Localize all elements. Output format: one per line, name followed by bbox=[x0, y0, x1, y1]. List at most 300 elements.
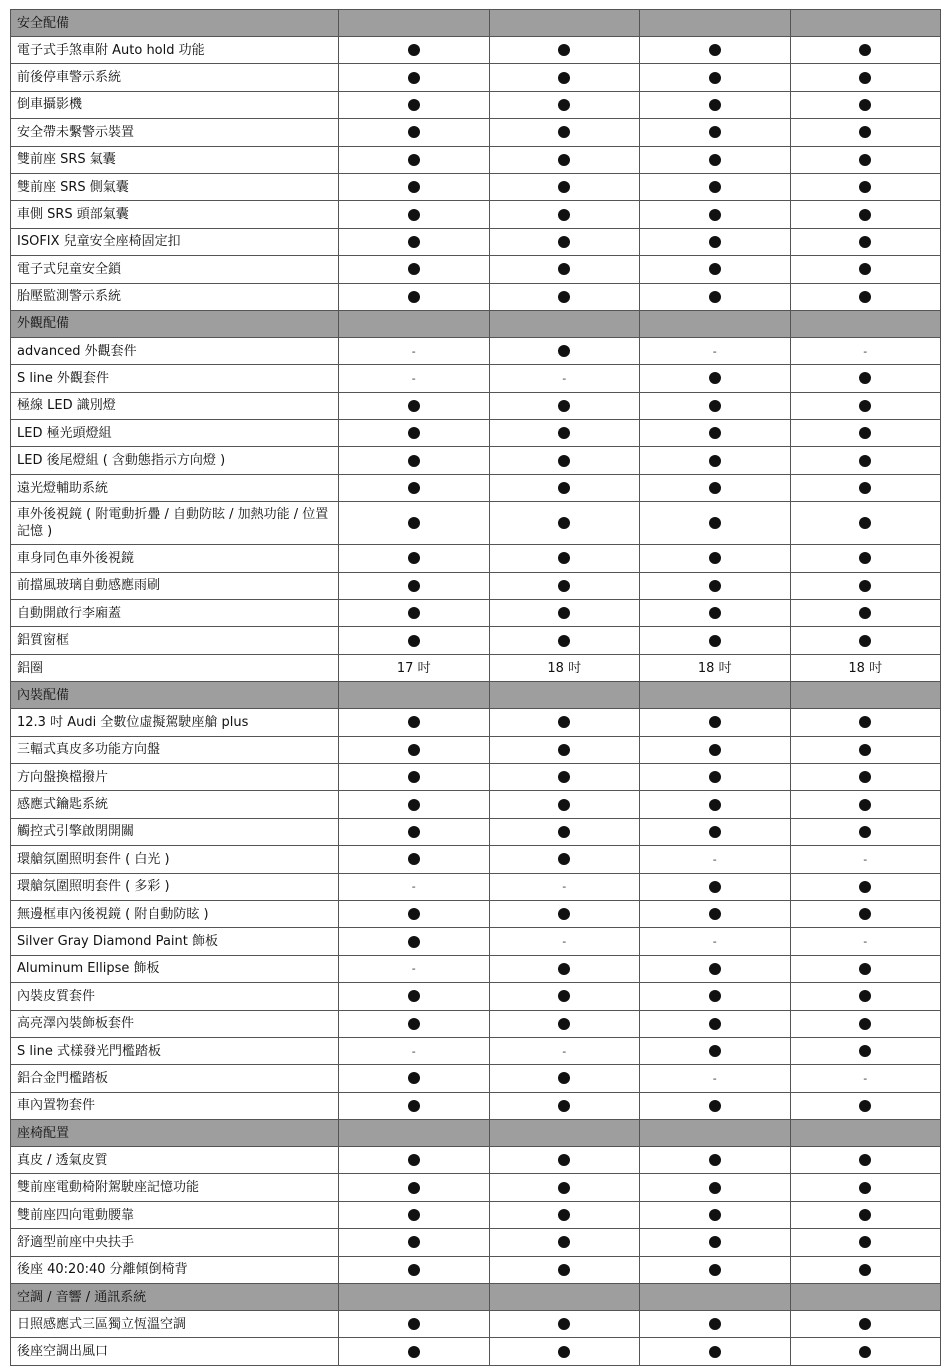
trim-value-cell bbox=[791, 229, 942, 255]
not-available-dash: - bbox=[712, 852, 717, 866]
feature-label: 胎壓監測警示系統 bbox=[11, 284, 339, 310]
trim-value-cell bbox=[640, 1093, 791, 1119]
standard-dot-icon bbox=[709, 607, 721, 619]
not-available-dash: - bbox=[411, 371, 416, 385]
trim-value-cell bbox=[339, 284, 490, 310]
standard-dot-icon bbox=[408, 744, 420, 756]
table-row bbox=[11, 819, 941, 846]
section-header bbox=[11, 1120, 941, 1147]
trim-value-cell bbox=[339, 475, 490, 501]
standard-dot-icon bbox=[558, 552, 570, 564]
feature-label: 自動開啟行李廂蓋 bbox=[11, 600, 339, 626]
trim-value-cell bbox=[791, 709, 942, 735]
trim-value-cell bbox=[640, 1229, 791, 1255]
feature-label: 前後停車警示系統 bbox=[11, 64, 339, 90]
table-row bbox=[11, 928, 941, 955]
standard-dot-icon bbox=[558, 799, 570, 811]
section-header-cell bbox=[490, 1284, 641, 1310]
trim-value-cell bbox=[640, 846, 791, 872]
standard-dot-icon bbox=[859, 963, 871, 975]
trim-value-cell bbox=[640, 1257, 791, 1283]
trim-value-cell bbox=[640, 1038, 791, 1064]
standard-dot-icon bbox=[408, 826, 420, 838]
feature-label: 12.3 吋 Audi 全數位虛擬駕駛座艙 plus bbox=[11, 709, 339, 735]
table-row bbox=[11, 284, 941, 311]
trim-value-cell bbox=[490, 1065, 641, 1091]
trim-value-cell bbox=[339, 1147, 490, 1173]
trim-value-cell bbox=[791, 737, 942, 763]
standard-dot-icon bbox=[558, 990, 570, 1002]
trim-value-cell bbox=[791, 147, 942, 173]
section-header-cell bbox=[490, 311, 641, 337]
standard-dot-icon bbox=[859, 455, 871, 467]
table-row bbox=[11, 846, 941, 873]
standard-dot-icon bbox=[408, 126, 420, 138]
section-title: 外觀配備 bbox=[11, 311, 339, 337]
standard-dot-icon bbox=[709, 1264, 721, 1276]
table-row bbox=[11, 956, 941, 983]
trim-value-cell bbox=[490, 37, 641, 63]
standard-dot-icon bbox=[558, 607, 570, 619]
trim-value-cell bbox=[339, 737, 490, 763]
trim-value-cell bbox=[490, 737, 641, 763]
standard-dot-icon bbox=[408, 1346, 420, 1358]
trim-value-cell bbox=[490, 983, 641, 1009]
not-available-dash: - bbox=[411, 1044, 416, 1058]
standard-dot-icon bbox=[408, 1264, 420, 1276]
standard-dot-icon bbox=[558, 1346, 570, 1358]
table-row bbox=[11, 365, 941, 392]
section-header-cell bbox=[791, 10, 942, 36]
trim-value-cell bbox=[640, 983, 791, 1009]
trim-value-cell bbox=[339, 1174, 490, 1200]
trim-value-cell bbox=[791, 1038, 942, 1064]
trim-value-cell bbox=[490, 475, 641, 501]
trim-value-cell bbox=[791, 365, 942, 391]
standard-dot-icon bbox=[558, 908, 570, 920]
trim-value-cell bbox=[640, 901, 791, 927]
trim-value-cell bbox=[339, 1038, 490, 1064]
table-row bbox=[11, 64, 941, 91]
trim-value-cell bbox=[791, 819, 942, 845]
standard-dot-icon bbox=[558, 1318, 570, 1330]
trim-value-cell bbox=[339, 764, 490, 790]
trim-value-cell bbox=[339, 791, 490, 817]
standard-dot-icon bbox=[408, 1018, 420, 1030]
standard-dot-icon bbox=[408, 72, 420, 84]
standard-dot-icon bbox=[558, 400, 570, 412]
trim-value-cell bbox=[339, 709, 490, 735]
section-header-cell bbox=[640, 311, 791, 337]
trim-value-cell bbox=[640, 284, 791, 310]
feature-label: 安全帶未繫警示裝置 bbox=[11, 119, 339, 145]
standard-dot-icon bbox=[709, 236, 721, 248]
trim-value-cell bbox=[490, 338, 641, 364]
trim-value-cell bbox=[791, 447, 942, 473]
trim-value-cell bbox=[640, 475, 791, 501]
standard-dot-icon bbox=[859, 799, 871, 811]
trim-value-cell bbox=[791, 655, 942, 681]
trim-value-cell bbox=[791, 1093, 942, 1119]
trim-value-cell bbox=[339, 174, 490, 200]
trim-value-cell bbox=[791, 1257, 942, 1283]
standard-dot-icon bbox=[408, 580, 420, 592]
trim-value-cell bbox=[339, 1311, 490, 1337]
section-header-cell bbox=[339, 1120, 490, 1146]
trim-value-cell bbox=[339, 393, 490, 419]
table-row bbox=[11, 600, 941, 627]
section-header-cell bbox=[339, 311, 490, 337]
standard-dot-icon bbox=[408, 1100, 420, 1112]
trim-value-cell bbox=[339, 92, 490, 118]
standard-dot-icon bbox=[558, 99, 570, 111]
trim-value-cell bbox=[490, 256, 641, 282]
trim-value-cell bbox=[490, 1229, 641, 1255]
trim-value-cell bbox=[339, 502, 490, 544]
section-header bbox=[11, 1284, 941, 1311]
standard-dot-icon bbox=[408, 44, 420, 56]
trim-value-cell bbox=[339, 956, 490, 982]
trim-value-cell bbox=[490, 174, 641, 200]
table-row bbox=[11, 1093, 941, 1120]
trim-value-cell bbox=[490, 764, 641, 790]
table-row bbox=[11, 256, 941, 283]
not-available-dash: - bbox=[712, 344, 717, 358]
section-header-cell bbox=[640, 10, 791, 36]
trim-value-cell bbox=[640, 1311, 791, 1337]
table-row bbox=[11, 1202, 941, 1229]
feature-label: 內裝皮質套件 bbox=[11, 983, 339, 1009]
trim-value-cell bbox=[640, 600, 791, 626]
standard-dot-icon bbox=[558, 455, 570, 467]
trim-value-cell bbox=[640, 764, 791, 790]
feature-label: 雙前座 SRS 側氣囊 bbox=[11, 174, 339, 200]
standard-dot-icon bbox=[558, 263, 570, 275]
standard-dot-icon bbox=[709, 1100, 721, 1112]
table-row bbox=[11, 627, 941, 654]
standard-dot-icon bbox=[859, 1182, 871, 1194]
section-header-cell bbox=[339, 1284, 490, 1310]
trim-value-cell bbox=[791, 201, 942, 227]
table-row bbox=[11, 709, 941, 736]
feature-label: 雙前座四向電動腰靠 bbox=[11, 1202, 339, 1228]
feature-label: LED 極光頭燈組 bbox=[11, 420, 339, 446]
not-available-dash: - bbox=[562, 371, 567, 385]
trim-value-cell bbox=[339, 874, 490, 900]
section-header-cell bbox=[339, 10, 490, 36]
trim-value-cell bbox=[490, 64, 641, 90]
trim-value-cell bbox=[791, 901, 942, 927]
standard-dot-icon bbox=[859, 72, 871, 84]
standard-dot-icon bbox=[408, 771, 420, 783]
standard-dot-icon bbox=[408, 990, 420, 1002]
standard-dot-icon bbox=[709, 1236, 721, 1248]
feature-label: 雙前座 SRS 氣囊 bbox=[11, 147, 339, 173]
standard-dot-icon bbox=[558, 1154, 570, 1166]
trim-value-cell bbox=[490, 600, 641, 626]
trim-value-cell bbox=[490, 956, 641, 982]
table-row bbox=[11, 502, 941, 545]
trim-value-cell bbox=[339, 147, 490, 173]
feature-label: 車內置物套件 bbox=[11, 1093, 339, 1119]
trim-value-cell bbox=[339, 1338, 490, 1364]
trim-value-cell bbox=[791, 627, 942, 653]
feature-label: 舒適型前座中央扶手 bbox=[11, 1229, 339, 1255]
trim-value-cell bbox=[791, 956, 942, 982]
standard-dot-icon bbox=[709, 1209, 721, 1221]
trim-value-cell bbox=[791, 1202, 942, 1228]
standard-dot-icon bbox=[859, 291, 871, 303]
trim-value-cell bbox=[490, 1011, 641, 1037]
standard-dot-icon bbox=[408, 853, 420, 865]
trim-value-cell bbox=[640, 229, 791, 255]
table-row bbox=[11, 737, 941, 764]
standard-dot-icon bbox=[408, 517, 420, 529]
standard-dot-icon bbox=[558, 826, 570, 838]
standard-dot-icon bbox=[558, 1209, 570, 1221]
trim-value-cell bbox=[791, 983, 942, 1009]
standard-dot-icon bbox=[408, 635, 420, 647]
trim-value-cell bbox=[640, 928, 791, 954]
trim-value-cell bbox=[640, 92, 791, 118]
trim-value-cell bbox=[339, 901, 490, 927]
standard-dot-icon bbox=[859, 881, 871, 893]
standard-dot-icon bbox=[709, 455, 721, 467]
standard-dot-icon bbox=[558, 1182, 570, 1194]
standard-dot-icon bbox=[709, 1018, 721, 1030]
standard-dot-icon bbox=[859, 1318, 871, 1330]
standard-dot-icon bbox=[709, 400, 721, 412]
standard-dot-icon bbox=[859, 635, 871, 647]
feature-label: 觸控式引擎啟閉開關 bbox=[11, 819, 339, 845]
standard-dot-icon bbox=[709, 744, 721, 756]
trim-value-cell bbox=[490, 119, 641, 145]
trim-value-cell bbox=[791, 874, 942, 900]
standard-dot-icon bbox=[558, 716, 570, 728]
table-row bbox=[11, 1257, 941, 1284]
feature-label: 無邊框車內後視鏡 ( 附自動防眩 ) bbox=[11, 901, 339, 927]
trim-value-cell bbox=[791, 37, 942, 63]
trim-value-cell bbox=[640, 365, 791, 391]
standard-dot-icon bbox=[859, 482, 871, 494]
wheel-size-value: 17 吋 bbox=[396, 660, 431, 676]
not-available-dash: - bbox=[562, 935, 567, 949]
standard-dot-icon bbox=[709, 799, 721, 811]
not-available-dash: - bbox=[863, 344, 868, 358]
table-row bbox=[11, 1174, 941, 1201]
standard-dot-icon bbox=[408, 427, 420, 439]
standard-dot-icon bbox=[859, 517, 871, 529]
standard-dot-icon bbox=[408, 908, 420, 920]
standard-dot-icon bbox=[859, 826, 871, 838]
trim-value-cell bbox=[339, 201, 490, 227]
feature-label: Aluminum Ellipse 飾板 bbox=[11, 956, 339, 982]
feature-label: 鋁質窗框 bbox=[11, 627, 339, 653]
table-row bbox=[11, 475, 941, 502]
feature-label: 鋁合金門檻踏板 bbox=[11, 1065, 339, 1091]
trim-value-cell bbox=[640, 174, 791, 200]
trim-value-cell bbox=[339, 64, 490, 90]
trim-value-cell bbox=[490, 229, 641, 255]
standard-dot-icon bbox=[709, 908, 721, 920]
section-header-cell bbox=[490, 1120, 641, 1146]
standard-dot-icon bbox=[859, 1236, 871, 1248]
trim-value-cell bbox=[791, 119, 942, 145]
spec-table bbox=[10, 9, 941, 1366]
standard-dot-icon bbox=[558, 1236, 570, 1248]
standard-dot-icon bbox=[859, 744, 871, 756]
standard-dot-icon bbox=[558, 1100, 570, 1112]
section-header-cell bbox=[490, 10, 641, 36]
standard-dot-icon bbox=[859, 181, 871, 193]
trim-value-cell bbox=[640, 545, 791, 571]
trim-value-cell bbox=[640, 1065, 791, 1091]
table-row bbox=[11, 393, 941, 420]
standard-dot-icon bbox=[709, 517, 721, 529]
standard-dot-icon bbox=[709, 1045, 721, 1057]
standard-dot-icon bbox=[709, 1346, 721, 1358]
standard-dot-icon bbox=[558, 771, 570, 783]
not-available-dash: - bbox=[562, 1044, 567, 1058]
standard-dot-icon bbox=[709, 44, 721, 56]
trim-value-cell bbox=[490, 420, 641, 446]
section-header bbox=[11, 682, 941, 709]
trim-value-cell bbox=[490, 447, 641, 473]
trim-value-cell bbox=[490, 709, 641, 735]
section-title: 安全配備 bbox=[11, 10, 339, 36]
not-available-dash: - bbox=[411, 344, 416, 358]
section-title: 座椅配置 bbox=[11, 1120, 339, 1146]
table-row bbox=[11, 119, 941, 146]
trim-value-cell bbox=[640, 819, 791, 845]
feature-label: 日照感應式三區獨立恆溫空調 bbox=[11, 1311, 339, 1337]
standard-dot-icon bbox=[558, 345, 570, 357]
trim-value-cell bbox=[640, 502, 791, 544]
trim-value-cell bbox=[791, 502, 942, 544]
standard-dot-icon bbox=[408, 1182, 420, 1194]
section-header-cell bbox=[791, 682, 942, 708]
table-row bbox=[11, 1065, 941, 1092]
section-header-cell bbox=[339, 682, 490, 708]
trim-value-cell bbox=[640, 1202, 791, 1228]
standard-dot-icon bbox=[408, 154, 420, 166]
standard-dot-icon bbox=[408, 607, 420, 619]
trim-value-cell bbox=[640, 256, 791, 282]
wheel-size-value: 18 吋 bbox=[547, 660, 582, 676]
trim-value-cell bbox=[339, 229, 490, 255]
trim-value-cell bbox=[490, 365, 641, 391]
standard-dot-icon bbox=[859, 209, 871, 221]
trim-value-cell bbox=[490, 1311, 641, 1337]
standard-dot-icon bbox=[859, 607, 871, 619]
standard-dot-icon bbox=[859, 771, 871, 783]
trim-value-cell bbox=[339, 256, 490, 282]
standard-dot-icon bbox=[709, 209, 721, 221]
table-row bbox=[11, 37, 941, 64]
standard-dot-icon bbox=[859, 44, 871, 56]
trim-value-cell bbox=[339, 1202, 490, 1228]
standard-dot-icon bbox=[558, 427, 570, 439]
trim-value-cell bbox=[640, 1147, 791, 1173]
trim-value-cell bbox=[339, 338, 490, 364]
wheel-size-value: 18 吋 bbox=[848, 660, 883, 676]
trim-value-cell bbox=[791, 764, 942, 790]
section-header-cell bbox=[791, 1284, 942, 1310]
section-header-cell bbox=[640, 682, 791, 708]
trim-value-cell bbox=[791, 284, 942, 310]
standard-dot-icon bbox=[709, 963, 721, 975]
section-header-cell bbox=[791, 1120, 942, 1146]
standard-dot-icon bbox=[558, 635, 570, 647]
standard-dot-icon bbox=[709, 771, 721, 783]
standard-dot-icon bbox=[408, 1318, 420, 1330]
feature-label: 方向盤換檔撥片 bbox=[11, 764, 339, 790]
standard-dot-icon bbox=[859, 580, 871, 592]
table-row bbox=[11, 420, 941, 447]
standard-dot-icon bbox=[558, 181, 570, 193]
standard-dot-icon bbox=[859, 990, 871, 1002]
trim-value-cell bbox=[791, 256, 942, 282]
trim-value-cell bbox=[339, 1011, 490, 1037]
feature-label: LED 後尾燈組 ( 含動態指示方向燈 ) bbox=[11, 447, 339, 473]
not-available-dash: - bbox=[411, 962, 416, 976]
standard-dot-icon bbox=[558, 963, 570, 975]
trim-value-cell bbox=[640, 1338, 791, 1364]
trim-value-cell bbox=[640, 119, 791, 145]
trim-value-cell bbox=[640, 709, 791, 735]
trim-value-cell bbox=[791, 1338, 942, 1364]
standard-dot-icon bbox=[709, 1154, 721, 1166]
trim-value-cell bbox=[339, 928, 490, 954]
not-available-dash: - bbox=[411, 880, 416, 894]
table-row bbox=[11, 447, 941, 474]
standard-dot-icon bbox=[709, 427, 721, 439]
trim-value-cell bbox=[791, 545, 942, 571]
feature-label: 電子式兒童安全鎖 bbox=[11, 256, 339, 282]
trim-value-cell bbox=[640, 37, 791, 63]
standard-dot-icon bbox=[408, 482, 420, 494]
trim-value-cell bbox=[490, 92, 641, 118]
trim-value-cell bbox=[640, 338, 791, 364]
trim-value-cell bbox=[640, 420, 791, 446]
standard-dot-icon bbox=[558, 209, 570, 221]
standard-dot-icon bbox=[408, 181, 420, 193]
table-row bbox=[11, 1229, 941, 1256]
feature-label: 車側 SRS 頭部氣囊 bbox=[11, 201, 339, 227]
not-available-dash: - bbox=[562, 880, 567, 894]
table-row bbox=[11, 573, 941, 600]
standard-dot-icon bbox=[859, 908, 871, 920]
standard-dot-icon bbox=[709, 181, 721, 193]
trim-value-cell bbox=[490, 1147, 641, 1173]
standard-dot-icon bbox=[859, 1346, 871, 1358]
standard-dot-icon bbox=[859, 372, 871, 384]
standard-dot-icon bbox=[558, 580, 570, 592]
feature-label: 三輻式真皮多功能方向盤 bbox=[11, 737, 339, 763]
standard-dot-icon bbox=[709, 154, 721, 166]
feature-label: Silver Gray Diamond Paint 飾板 bbox=[11, 928, 339, 954]
not-available-dash: - bbox=[863, 935, 868, 949]
standard-dot-icon bbox=[408, 1236, 420, 1248]
trim-value-cell bbox=[791, 338, 942, 364]
feature-label: 環艙氛圍照明套件 ( 多彩 ) bbox=[11, 874, 339, 900]
trim-value-cell bbox=[490, 502, 641, 544]
trim-value-cell bbox=[490, 819, 641, 845]
table-row bbox=[11, 791, 941, 818]
standard-dot-icon bbox=[558, 236, 570, 248]
standard-dot-icon bbox=[408, 1154, 420, 1166]
table-row bbox=[11, 1038, 941, 1065]
